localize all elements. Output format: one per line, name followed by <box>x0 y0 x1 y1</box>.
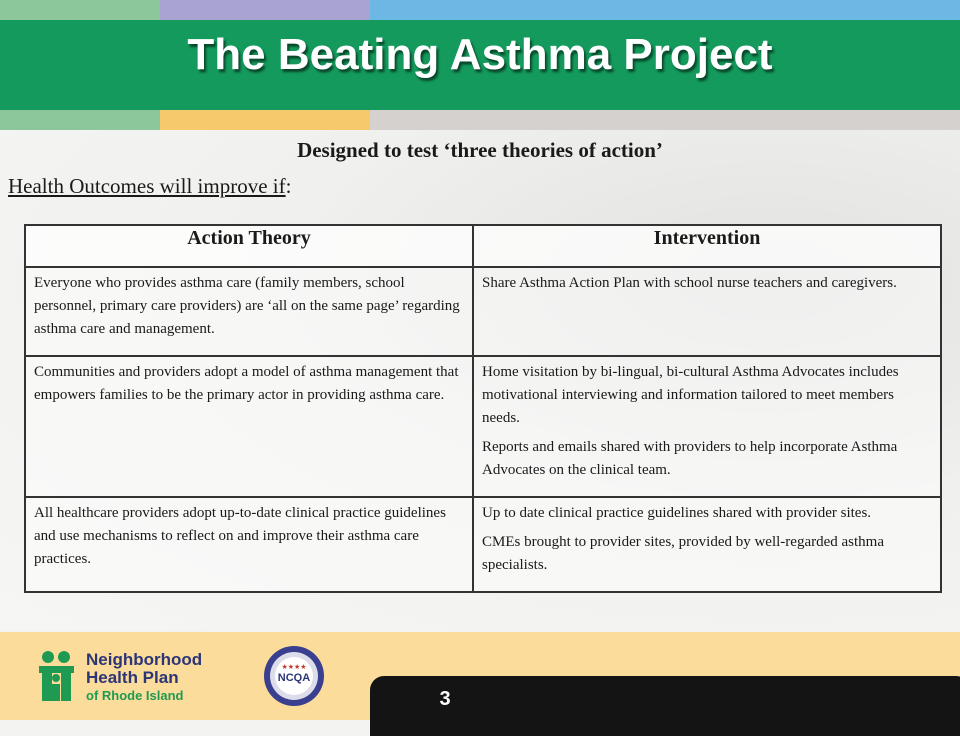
table-header-row <box>25 225 941 267</box>
intervention-text: Home visitation by bi-lingual, bi-cultural Asthma Advocates includes motivational interviewing and information tailored to meet members needs. <box>482 364 899 426</box>
bottom-color-strip-gray <box>370 110 960 130</box>
theory-cell <box>25 497 473 592</box>
logo-line-2: Health Plan <box>86 668 179 687</box>
intro-colon: : <box>285 174 292 198</box>
top-color-strip-green <box>0 0 160 20</box>
theory-text: Everyone who provides asthma care (family members, school personnel, primary care providers) are ‘all on the same page’ regarding asthma care and management. <box>34 275 460 337</box>
slide-title: The Beating Asthma Project <box>187 30 773 79</box>
seal-label: NCQA <box>277 672 311 684</box>
intervention-cell <box>473 356 941 497</box>
table-row <box>25 267 941 356</box>
top-color-strip-purple <box>160 0 370 20</box>
intervention-text: Share Asthma Action Plan with school nurse teachers and caregivers. <box>482 275 897 291</box>
column-header-action-theory: Action Theory <box>25 225 473 267</box>
slide-subtitle: Designed to test ‘three theories of action’ <box>297 138 663 162</box>
theory-text: All healthcare providers adopt up-to-date clinical practice guidelines and use mechanisms to reflect on and improve their asthma care practices. <box>34 505 446 567</box>
ncqa-seal <box>262 644 326 708</box>
intervention-cell <box>473 497 941 592</box>
intervention-text: Reports and emails shared with providers to help incorporate Asthma Advocates on the clinical team. <box>482 439 898 478</box>
intro-underlined: Health Outcomes will improve if <box>8 174 286 198</box>
theory-cell <box>25 356 473 497</box>
top-color-strip-blue <box>370 0 960 20</box>
theory-text: Communities and providers adopt a model of asthma management that empowers families to be the primary actor in providing asthma care. <box>34 364 459 403</box>
theory-table <box>24 224 942 593</box>
intervention-text: Up to date clinical practice guidelines shared with provider sites. <box>482 505 872 521</box>
intervention-text: CMEs brought to provider sites, provided by well-regarded asthma specialists. <box>482 534 884 573</box>
logo-line-1: Neighborhood <box>86 650 203 669</box>
intro-text <box>8 174 291 199</box>
page-number: 3 <box>439 688 451 710</box>
logo-line-3: of Rhode Island <box>86 688 184 703</box>
bottom-color-strip-green <box>0 110 160 130</box>
bottom-color-strip-yellow <box>160 110 370 130</box>
column-header-intervention: Intervention <box>473 225 941 267</box>
table-row <box>25 497 941 592</box>
theory-cell <box>25 267 473 356</box>
svg-text:★★★★: ★★★★ <box>281 664 307 671</box>
neighborhood-health-plan-logo <box>36 648 221 704</box>
table-row <box>25 356 941 497</box>
people-icon <box>39 651 74 701</box>
intervention-cell <box>473 267 941 356</box>
